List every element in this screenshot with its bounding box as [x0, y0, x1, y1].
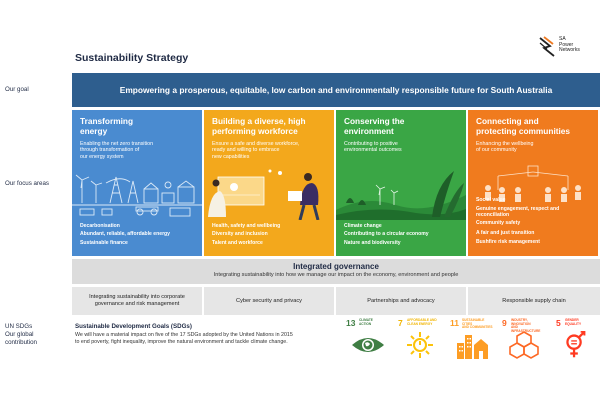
logo-mark-icon	[538, 36, 558, 58]
card-desc-line: through transformation of	[80, 147, 140, 154]
sdg-name-line: CLEAN ENERGY	[407, 321, 433, 326]
card-title	[80, 117, 198, 136]
sdg-number: 13	[346, 318, 356, 328]
logo-line-2: Power	[559, 41, 574, 48]
sdg-desc-line: to end poverty, fight inequality, improve the natural environment and tackle climate change.	[75, 338, 288, 345]
card-desc-line: Contributing to positive	[344, 141, 398, 147]
list-item: Diversity and inclusion	[212, 231, 268, 238]
sdg-7-affordable-clean-energy	[398, 318, 444, 360]
focus-card-transforming-energy	[72, 110, 202, 256]
list-item: Health, safety and wellbeing	[212, 223, 281, 229]
card-title-line: energy	[80, 125, 108, 136]
workforce-people-icon	[204, 165, 334, 220]
sdg-name	[462, 319, 494, 330]
card-title-line: Transforming	[80, 116, 134, 126]
sdg-name	[407, 319, 439, 326]
cubes-icon	[506, 331, 542, 359]
page-title: Sustainability Strategy	[75, 52, 189, 64]
list-item: Talent and workforce	[212, 239, 263, 246]
card-title	[476, 117, 594, 136]
pillar-line: governance and risk management	[94, 301, 180, 307]
governance-pillar-supply-chain: Responsible supply chain	[468, 287, 600, 315]
list-item: Abundant, reliable, affordable energy	[80, 231, 171, 238]
card-title-line: environment	[344, 125, 394, 136]
list-item: Community safety	[476, 220, 521, 227]
card-desc-line: environmental outcomes	[344, 147, 402, 154]
label-focus-areas: Our focus areas	[5, 180, 50, 187]
card-desc-line: ready and willing to embrace	[212, 147, 280, 154]
card-desc-line: new capabilities	[212, 153, 250, 160]
sdg-description	[75, 332, 335, 346]
card-description	[80, 141, 198, 160]
list-item: Climate change	[344, 223, 382, 229]
card-title-line: protecting communities	[476, 125, 571, 136]
focus-card-workforce	[204, 110, 334, 256]
sdg-number: 9	[502, 318, 507, 328]
card-desc-line: our energy system	[80, 153, 124, 160]
card-description	[344, 141, 462, 154]
energy-infrastructure-icon	[72, 165, 202, 220]
governance-pillar-corporate-governance	[72, 287, 202, 315]
list-item: Decarbonisation	[80, 223, 120, 229]
sun-power-icon	[402, 331, 438, 359]
list-item: Genuine engagement, respect and	[476, 205, 560, 212]
list-item: Sustainable finance	[80, 239, 128, 246]
card-desc-line: of our community	[476, 147, 517, 154]
sdg-desc-line: We will have a material impact on five of the 17 SDGs adopted by the United Nations in 2015	[75, 332, 293, 338]
card-desc-line: Enabling the net zero transition	[80, 141, 154, 147]
eye-globe-icon	[350, 331, 386, 359]
card-priority-list	[212, 222, 280, 247]
card-title	[344, 117, 462, 136]
card-priority-list	[344, 222, 429, 247]
card-desc-line: Enhancing the wellbeing	[476, 141, 534, 147]
city-buildings-icon	[454, 331, 490, 359]
card-priority-list	[476, 196, 559, 248]
list-item: reconciliation	[476, 212, 510, 218]
governance-pillar-partnerships: Partnerships and advocacy	[336, 287, 466, 315]
sdg-name-line: AND INFRASTRUCTURE	[511, 325, 541, 333]
goal-banner: Empowering a prosperous, equitable, low carbon and environmentally responsible future for South Australia	[72, 73, 600, 107]
sdg-11-sustainable-cities	[450, 318, 496, 360]
list-item: Social value	[476, 197, 506, 203]
pillar-line: Integrating sustainability into corporate	[89, 294, 185, 300]
focus-card-communities	[468, 110, 598, 256]
integrated-governance-banner	[72, 259, 600, 284]
card-desc-line: Ensure a safe and diverse workforce,	[212, 141, 300, 147]
governance-pillar-cyber-security: Cyber security and privacy	[204, 287, 334, 315]
sdg-section-title: Sustainable Development Goals (SDGs)	[75, 323, 192, 330]
sdg-number: 11	[450, 318, 459, 328]
sdg-name-line: EQUALITY	[565, 321, 582, 326]
label-sdgs-line-2: Our global	[5, 331, 34, 338]
company-logo	[538, 36, 604, 62]
sdg-9-industry-innovation	[502, 318, 548, 360]
focus-card-environment	[336, 110, 466, 256]
list-item: Nature and biodiversity	[344, 239, 401, 246]
card-title-line: Building a diverse, high	[212, 116, 306, 126]
logo-line-3: Networks	[559, 47, 580, 54]
governance-subtitle: Integrating sustainability into how we manage our impact on the economy, environment and people	[213, 272, 459, 278]
label-goal: Our goal	[5, 86, 29, 93]
card-title-line: performing workforce	[212, 125, 298, 136]
governance-title: Integrated governance	[293, 262, 379, 271]
list-item: A fair and just transition	[476, 229, 535, 236]
label-sdgs	[5, 323, 37, 347]
landscape-nature-icon	[336, 165, 466, 220]
sdg-name-line: INDUSTRY, INNOVATION	[511, 318, 531, 326]
card-priority-list	[80, 222, 170, 247]
list-item: Contributing to a circular economy	[344, 231, 429, 238]
sdg-number: 5	[556, 318, 561, 328]
sdg-name	[359, 319, 391, 326]
sdg-name-line: CLIMATE	[359, 318, 373, 322]
sdg-name-line: AFFORDABLE AND	[407, 318, 437, 322]
sdg-name-line: ACTION	[359, 321, 372, 326]
card-title	[212, 117, 330, 136]
label-sdgs-line-3: contribution	[5, 339, 37, 346]
sdg-name-line: AND COMMUNITIES	[462, 325, 493, 330]
logo-line-1: SA	[559, 36, 566, 42]
card-description	[212, 141, 330, 160]
card-title-line: Connecting and	[476, 116, 539, 126]
sdg-number: 7	[398, 318, 403, 328]
sdg-13-climate-action	[346, 318, 392, 360]
gender-symbol-icon	[558, 331, 592, 359]
sdg-name-line: GENDER	[565, 318, 579, 322]
card-description	[476, 141, 594, 154]
sdg-name	[565, 319, 597, 326]
list-item: Bushfire risk management	[476, 239, 540, 246]
label-sdgs-line-1: UN SDGs	[5, 323, 33, 330]
card-title-line: Conserving the	[344, 116, 405, 126]
sdg-name-line: SUSTAINABLE CITIES	[462, 318, 485, 326]
sdg-5-gender-equality	[556, 318, 602, 360]
